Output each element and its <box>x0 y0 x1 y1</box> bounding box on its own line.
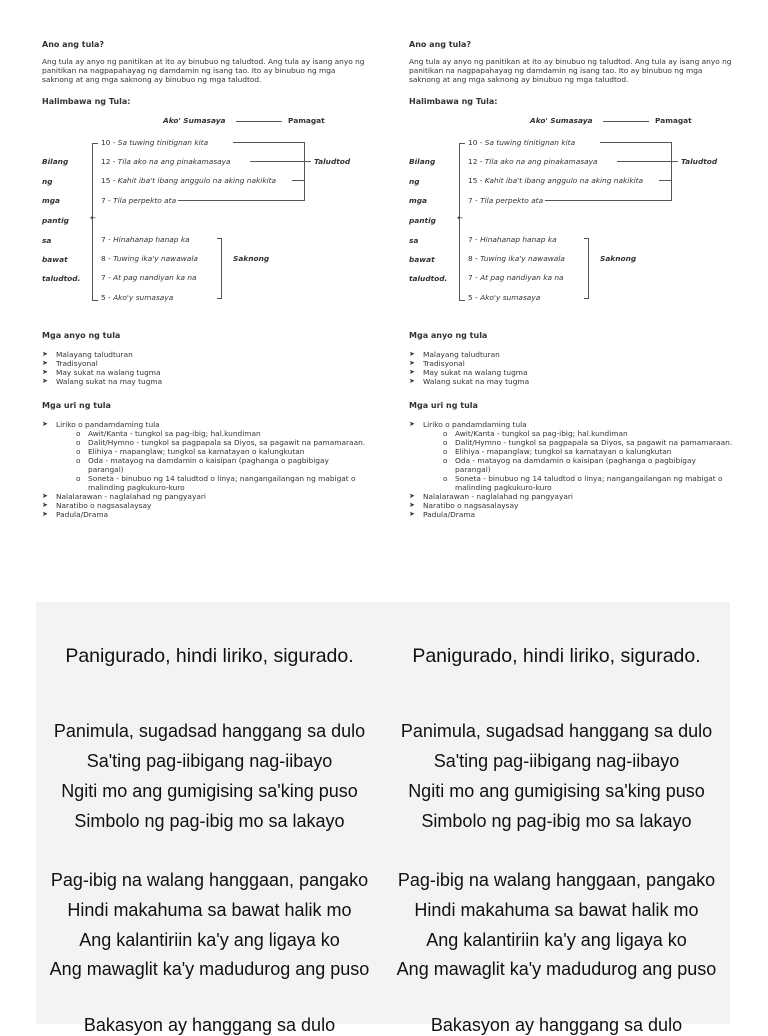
list-item: ➤ Liriko o pandamdaming tula <box>42 420 160 429</box>
circle-bullet-icon: o <box>76 429 81 438</box>
side-label-word: Bilang <box>409 157 436 166</box>
taludtod-connector <box>233 142 305 143</box>
circle-bullet-icon: o <box>443 447 448 456</box>
circle-bullet-icon: o <box>443 456 448 465</box>
sub-list-item: o Soneta - binubuo ng 14 taludtod o linya; nangangailangan ng mabigat o <box>76 474 356 483</box>
poem-line: 5 - Ako'y sumasaya <box>468 293 541 302</box>
list-item: ➤ Walang sukat na may tugma <box>409 377 530 386</box>
poem-line: 12 - Tila ako na ang pinakamasaya <box>101 157 231 166</box>
lyric-line: Ang mawaglit ka'y madudurog ang puso <box>396 959 717 979</box>
circle-bullet-icon: o <box>76 447 81 456</box>
title-connector-line <box>603 121 649 122</box>
intro-line: saknong at ang mga saknong ay binubuo ng mga taludtod. <box>409 75 629 84</box>
poem-line: 12 - Tila ako na ang pinakamasaya <box>468 157 598 166</box>
lyric-line: Pag-ibig na walang hanggaan, pangako <box>397 870 716 890</box>
lyric-line: Panimula, sugadsad hanggang sa dulo <box>400 721 713 741</box>
poem-line: 7 - At pag nandiyan ka na <box>101 273 197 282</box>
poem-line: 10 - Sa tuwing tinitignan kita <box>101 138 209 147</box>
intro-paragraph <box>409 57 732 84</box>
side-label-word: bawat <box>409 255 435 264</box>
heading-halimbawa: Halimbawa ng Tula: <box>409 97 498 106</box>
sub-list-item: o Awit/Kanta - tungkol sa pag-ibig; hal.kundiman <box>76 429 261 438</box>
lyric-line: Ang kalantiriin ka'y ang ligaya ko <box>79 930 340 950</box>
arrowhead-bullet-icon: ➤ <box>42 420 48 428</box>
side-label-word: sa <box>409 236 419 245</box>
heading-ano-ang-tula: Ano ang tula? <box>409 40 472 49</box>
list-item: ➤ Naratibo o nagsasalaysay <box>42 501 152 510</box>
arrowhead-bullet-icon: ➤ <box>42 510 48 518</box>
label-pamagat: Pamagat <box>288 116 325 125</box>
arrowhead-bullet-icon: ➤ <box>409 350 415 358</box>
lyric-line: Ang mawaglit ka'y madudurog ang puso <box>49 959 370 979</box>
heading-ano-ang-tula: Ano ang tula? <box>42 40 105 49</box>
sub-list-continuation: malinding pagkukuro-kuro <box>455 483 552 492</box>
list-item: ➤ Padula/Drama <box>42 510 109 519</box>
side-label-word: pantig <box>409 216 436 225</box>
lyrics-title: Panigurado, hindi liriko, sigurado. <box>412 645 701 667</box>
circle-bullet-icon: o <box>76 474 81 483</box>
saknong-bracket <box>221 238 222 299</box>
label-pamagat: Pamagat <box>655 116 692 125</box>
uri-list <box>409 420 739 519</box>
lyric-line: Ngiti mo ang gumigising sa'king puso <box>408 781 705 801</box>
heading-mga-uri: Mga uri ng tula <box>409 401 478 410</box>
list-item: ➤ Nalalarawan - naglalahad ng pangyayari <box>409 492 573 501</box>
uri-list <box>42 420 372 519</box>
side-label-word: taludtod. <box>409 274 448 283</box>
lyric-line: Ang kalantiriin ka'y ang ligaya ko <box>426 930 687 950</box>
arrowhead-bullet-icon: ➤ <box>42 377 48 385</box>
lyrics-panel <box>36 602 730 1035</box>
taludtod-bracket <box>304 142 305 201</box>
list-item: ➤ Malayang taludturan <box>409 350 500 359</box>
poem-line: 15 - Kahit iba't ibang anggulo na aking nakikita <box>468 176 644 185</box>
anyo-list <box>42 350 372 386</box>
poem-line: 7 - At pag nandiyan ka na <box>468 273 564 282</box>
taludtod-bracket <box>671 142 672 201</box>
arrowhead-bullet-icon: ➤ <box>409 359 415 367</box>
lyrics-title: Panigurado, hindi liriko, sigurado. <box>65 645 354 667</box>
lyric-line: Sa'ting pag-iibigang nag-iibayo <box>86 751 333 771</box>
poem-line: 8 - Tuwing ika'y nawawala <box>468 254 565 263</box>
poem-line: 10 - Sa tuwing tinitignan kita <box>468 138 576 147</box>
list-item: ➤ Malayang taludturan <box>42 350 133 359</box>
heading-mga-anyo: Mga anyo ng tula <box>42 331 121 340</box>
lyric-line: Ngiti mo ang gumigising sa'king puso <box>61 781 358 801</box>
arrowhead-bullet-icon: ➤ <box>42 492 48 500</box>
poem-line: 8 - Tuwing ika'y nawawala <box>101 254 198 263</box>
sub-list-item: o Elihiya - mapanglaw; tungkol sa kamatayan o kalungkutan <box>76 447 305 456</box>
intro-line: panitikan na nagpapahayag ng damdamin ng isang tao. Ito ay binubuo ng mga <box>409 66 703 75</box>
side-label-word: Bilang <box>42 157 69 166</box>
lyric-line: Bakasyon ay hanggang sa dulo <box>83 1015 336 1035</box>
circle-bullet-icon: o <box>443 474 448 483</box>
circle-bullet-icon: o <box>76 438 81 447</box>
list-item: ➤ Tradisyonal <box>409 359 465 368</box>
arrowhead-bullet-icon: ➤ <box>409 377 415 385</box>
lyric-line: Simbolo ng pag-ibig mo sa lakayo <box>421 811 692 831</box>
sub-list-continuation: malinding pagkukuro-kuro <box>88 483 185 492</box>
arrowhead-bullet-icon: ➤ <box>42 359 48 367</box>
side-label-word: bawat <box>42 255 68 264</box>
circle-bullet-icon: o <box>443 438 448 447</box>
poem-line: 7 - Hinahanap hanap ka <box>468 235 557 244</box>
list-item: ➤ Tradisyonal <box>42 359 98 368</box>
poem-title: Ako' Sumasaya <box>163 116 226 125</box>
arrowhead-bullet-icon: ➤ <box>409 368 415 376</box>
side-label-word: taludtod. <box>42 274 81 283</box>
sub-list-item: o Dalit/Hymno - tungkol sa pagpapala sa Diyos, sa pagawit na pamamaraan. <box>76 438 366 447</box>
side-label-word: sa <box>42 236 52 245</box>
lyric-line: Simbolo ng pag-ibig mo sa lakayo <box>74 811 345 831</box>
list-item: ➤ Nalalarawan - naglalahad ng pangyayari <box>42 492 206 501</box>
intro-paragraph <box>42 57 365 84</box>
list-item: ➤ Liriko o pandamdaming tula <box>409 420 527 429</box>
label-saknong: Saknong <box>233 254 270 263</box>
sub-list-item: o Elihiya - mapanglaw; tungkol sa kamatayan o kalungkutan <box>443 447 672 456</box>
list-item: ➤ May sukat na walang tugma <box>42 368 161 377</box>
side-label-word: mga <box>42 196 60 205</box>
poem-line: 7 - Hinahanap hanap ka <box>101 235 190 244</box>
poem-line: 7 - Tila perpekto ata <box>101 196 177 205</box>
sub-list-continuation: parangal) <box>88 465 124 474</box>
list-item: ➤ Walang sukat na may tugma <box>42 377 163 386</box>
side-label-word: ng <box>42 177 53 186</box>
sub-list-continuation: parangal) <box>455 465 491 474</box>
anyo-list <box>409 350 739 386</box>
arrowhead-bullet-icon: ➤ <box>42 368 48 376</box>
list-item: ➤ Naratibo o nagsasalaysay <box>409 501 519 510</box>
lyric-line: Pag-ibig na walang hanggaan, pangako <box>50 870 369 890</box>
sub-list-item: o Soneta - binubuo ng 14 taludtod o linya; nangangailangan ng mabigat o <box>443 474 723 483</box>
sub-list-item: o Awit/Kanta - tungkol sa pag-ibig; hal.kundiman <box>443 429 628 438</box>
lyric-line: Panimula, sugadsad hanggang sa dulo <box>53 721 366 741</box>
intro-line: saknong at ang mga saknong ay binubuo ng mga taludtod. <box>42 75 262 84</box>
circle-bullet-icon: o <box>443 429 448 438</box>
arrowhead-bullet-icon: ➤ <box>42 350 48 358</box>
pantig-bracket-tick: ← <box>90 214 96 222</box>
sub-list-item: o Oda - matayog na damdamin o kaisipan (paghanga o pagbibigay <box>443 456 696 465</box>
intro-line: panitikan na nagpapahayag ng damdamin ng isang tao. Ito ay binubuo ng mga <box>42 66 336 75</box>
side-label-word: mga <box>409 196 427 205</box>
intro-line: Ang tula ay anyo ng panitikan at ito ay binubuo ng taludtod. Ang tula ay isang anyo ng <box>409 57 732 66</box>
heading-halimbawa: Halimbawa ng Tula: <box>42 97 131 106</box>
arrowhead-bullet-icon: ➤ <box>42 501 48 509</box>
list-item: ➤ May sukat na walang tugma <box>409 368 528 377</box>
side-label-word: pantig <box>42 216 69 225</box>
heading-mga-anyo: Mga anyo ng tula <box>409 331 488 340</box>
lyric-line: Hindi makahuma sa bawat halik mo <box>414 900 699 920</box>
saknong-bracket <box>588 238 589 299</box>
lyric-line: Hindi makahuma sa bawat halik mo <box>67 900 352 920</box>
arrowhead-bullet-icon: ➤ <box>409 501 415 509</box>
lyric-line: Sa'ting pag-iibigang nag-iibayo <box>433 751 680 771</box>
circle-bullet-icon: o <box>76 456 81 465</box>
poem-title: Ako' Sumasaya <box>530 116 593 125</box>
arrowhead-bullet-icon: ➤ <box>409 420 415 428</box>
heading-mga-uri: Mga uri ng tula <box>42 401 111 410</box>
arrowhead-bullet-icon: ➤ <box>409 492 415 500</box>
poem-line: 7 - Tila perpekto ata <box>468 196 544 205</box>
taludtod-connector <box>600 142 672 143</box>
sub-list-item: o Dalit/Hymno - tungkol sa pagpapala sa Diyos, sa pagawit na pamamaraan. <box>443 438 733 447</box>
title-connector-line <box>236 121 282 122</box>
pantig-bracket-tick: ← <box>457 214 463 222</box>
label-saknong: Saknong <box>600 254 637 263</box>
label-taludtod: Taludtod <box>314 157 351 166</box>
sub-list-item: o Oda - matayog na damdamin o kaisipan (paghanga o pagbibigay <box>76 456 329 465</box>
label-taludtod: Taludtod <box>681 157 718 166</box>
side-label-word: ng <box>409 177 420 186</box>
arrowhead-bullet-icon: ➤ <box>409 510 415 518</box>
poem-line: 15 - Kahit iba't ibang anggulo na aking nakikita <box>101 176 277 185</box>
list-item: ➤ Padula/Drama <box>409 510 476 519</box>
lyric-line: Bakasyon ay hanggang sa dulo <box>430 1015 683 1035</box>
intro-line: Ang tula ay anyo ng panitikan at ito ay binubuo ng taludtod. Ang tula ay isang anyo ng <box>42 57 365 66</box>
poem-line: 5 - Ako'y sumasaya <box>101 293 174 302</box>
